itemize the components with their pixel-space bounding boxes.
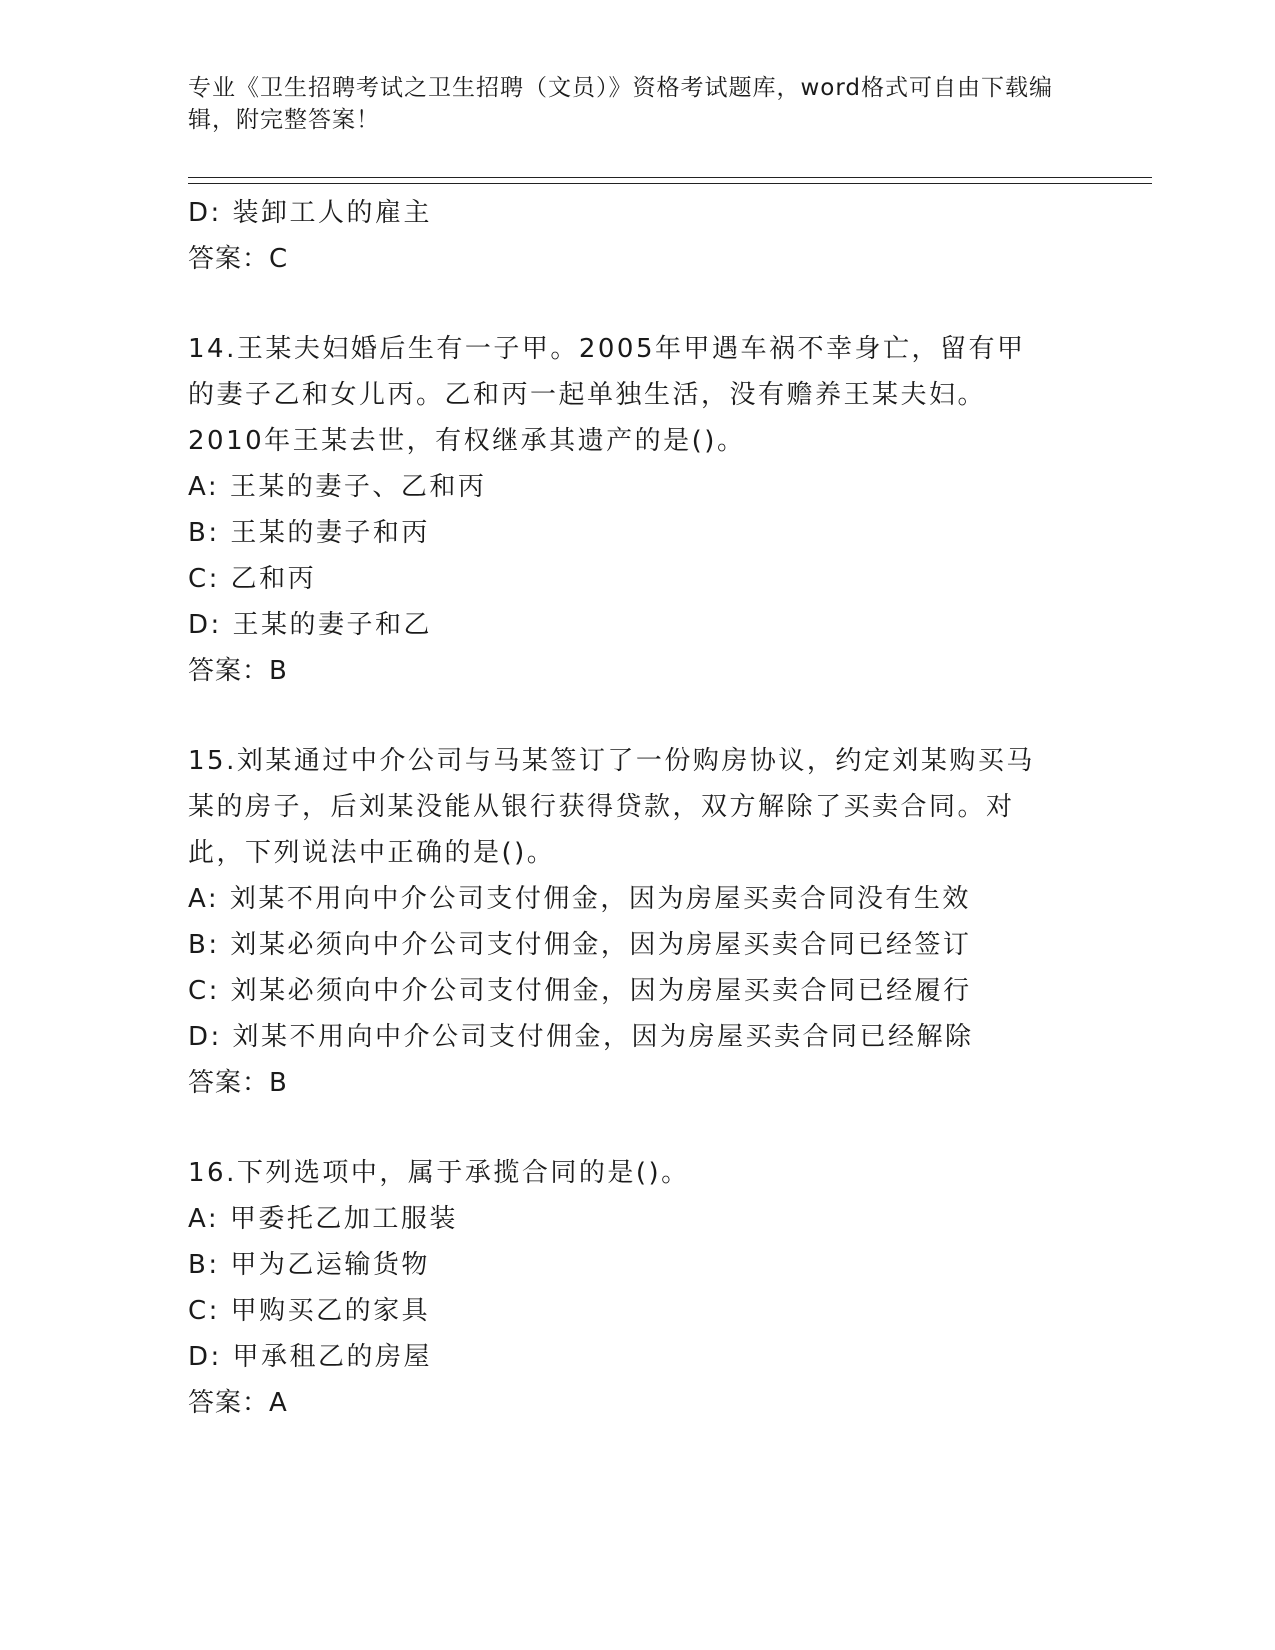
option-b: B: 刘某必须向中介公司支付佣金，因为房屋买卖合同已经签订 [188,930,972,960]
option-d: D: 装卸工人的雇主 [188,198,433,228]
option-c: C: 甲购买乙的家具 [188,1296,431,1326]
spacer [188,1106,1088,1150]
option-d: D: 王某的妻子和乙 [188,610,433,640]
option-c: C: 乙和丙 [188,564,317,594]
answer: 答案：C [188,244,289,274]
option-b: B: 王某的妻子和丙 [188,518,430,548]
question-text: 14.王某夫妇婚后生有一子甲。2005年甲遇车祸不幸身亡，留有甲的妻子乙和女儿丙。乙和丙一起单独生活，没有赡养王某夫妇。2010年王某去世，有权继承其遗产的是()。 [188,334,1026,456]
answer: 答案：A [188,1388,288,1418]
question-text: 16.下列选项中，属于承揽合同的是()。 [188,1158,690,1188]
answer: 答案：B [188,1068,288,1098]
header-divider-thin [188,183,1152,184]
option-d: D: 甲承租乙的房屋 [188,1342,433,1372]
option-a: A: 王某的妻子、乙和丙 [188,472,487,502]
question-text: 15.刘某通过中介公司与马某签订了一份购房协议，约定刘某购买马某的房子，后刘某没能从银行获得贷款，双方解除了买卖合同。对此，下列说法中正确的是()。 [188,746,1035,868]
option-a: A: 刘某不用向中介公司支付佣金，因为房屋买卖合同没有生效 [188,884,971,914]
answer: 答案：B [188,656,288,686]
spacer [188,694,1088,738]
option-a: A: 甲委托乙加工服装 [188,1204,458,1234]
header-divider-thick [188,177,1152,178]
question-13-tail [188,190,1088,282]
question-list [188,190,1088,1426]
spacer [188,282,1088,326]
option-c: C: 刘某必须向中介公司支付佣金，因为房屋买卖合同已经履行 [188,976,972,1006]
question-15 [188,738,1088,1106]
option-b: B: 甲为乙运输货物 [188,1250,430,1280]
document-header: 专业《卫生招聘考试之卫生招聘（文员）》资格考试题库，word格式可自由下载编辑，附完整答案！ [188,75,1054,133]
option-d: D: 刘某不用向中介公司支付佣金，因为房屋买卖合同已经解除 [188,1022,974,1052]
question-16 [188,1150,1088,1426]
question-14 [188,326,1088,694]
